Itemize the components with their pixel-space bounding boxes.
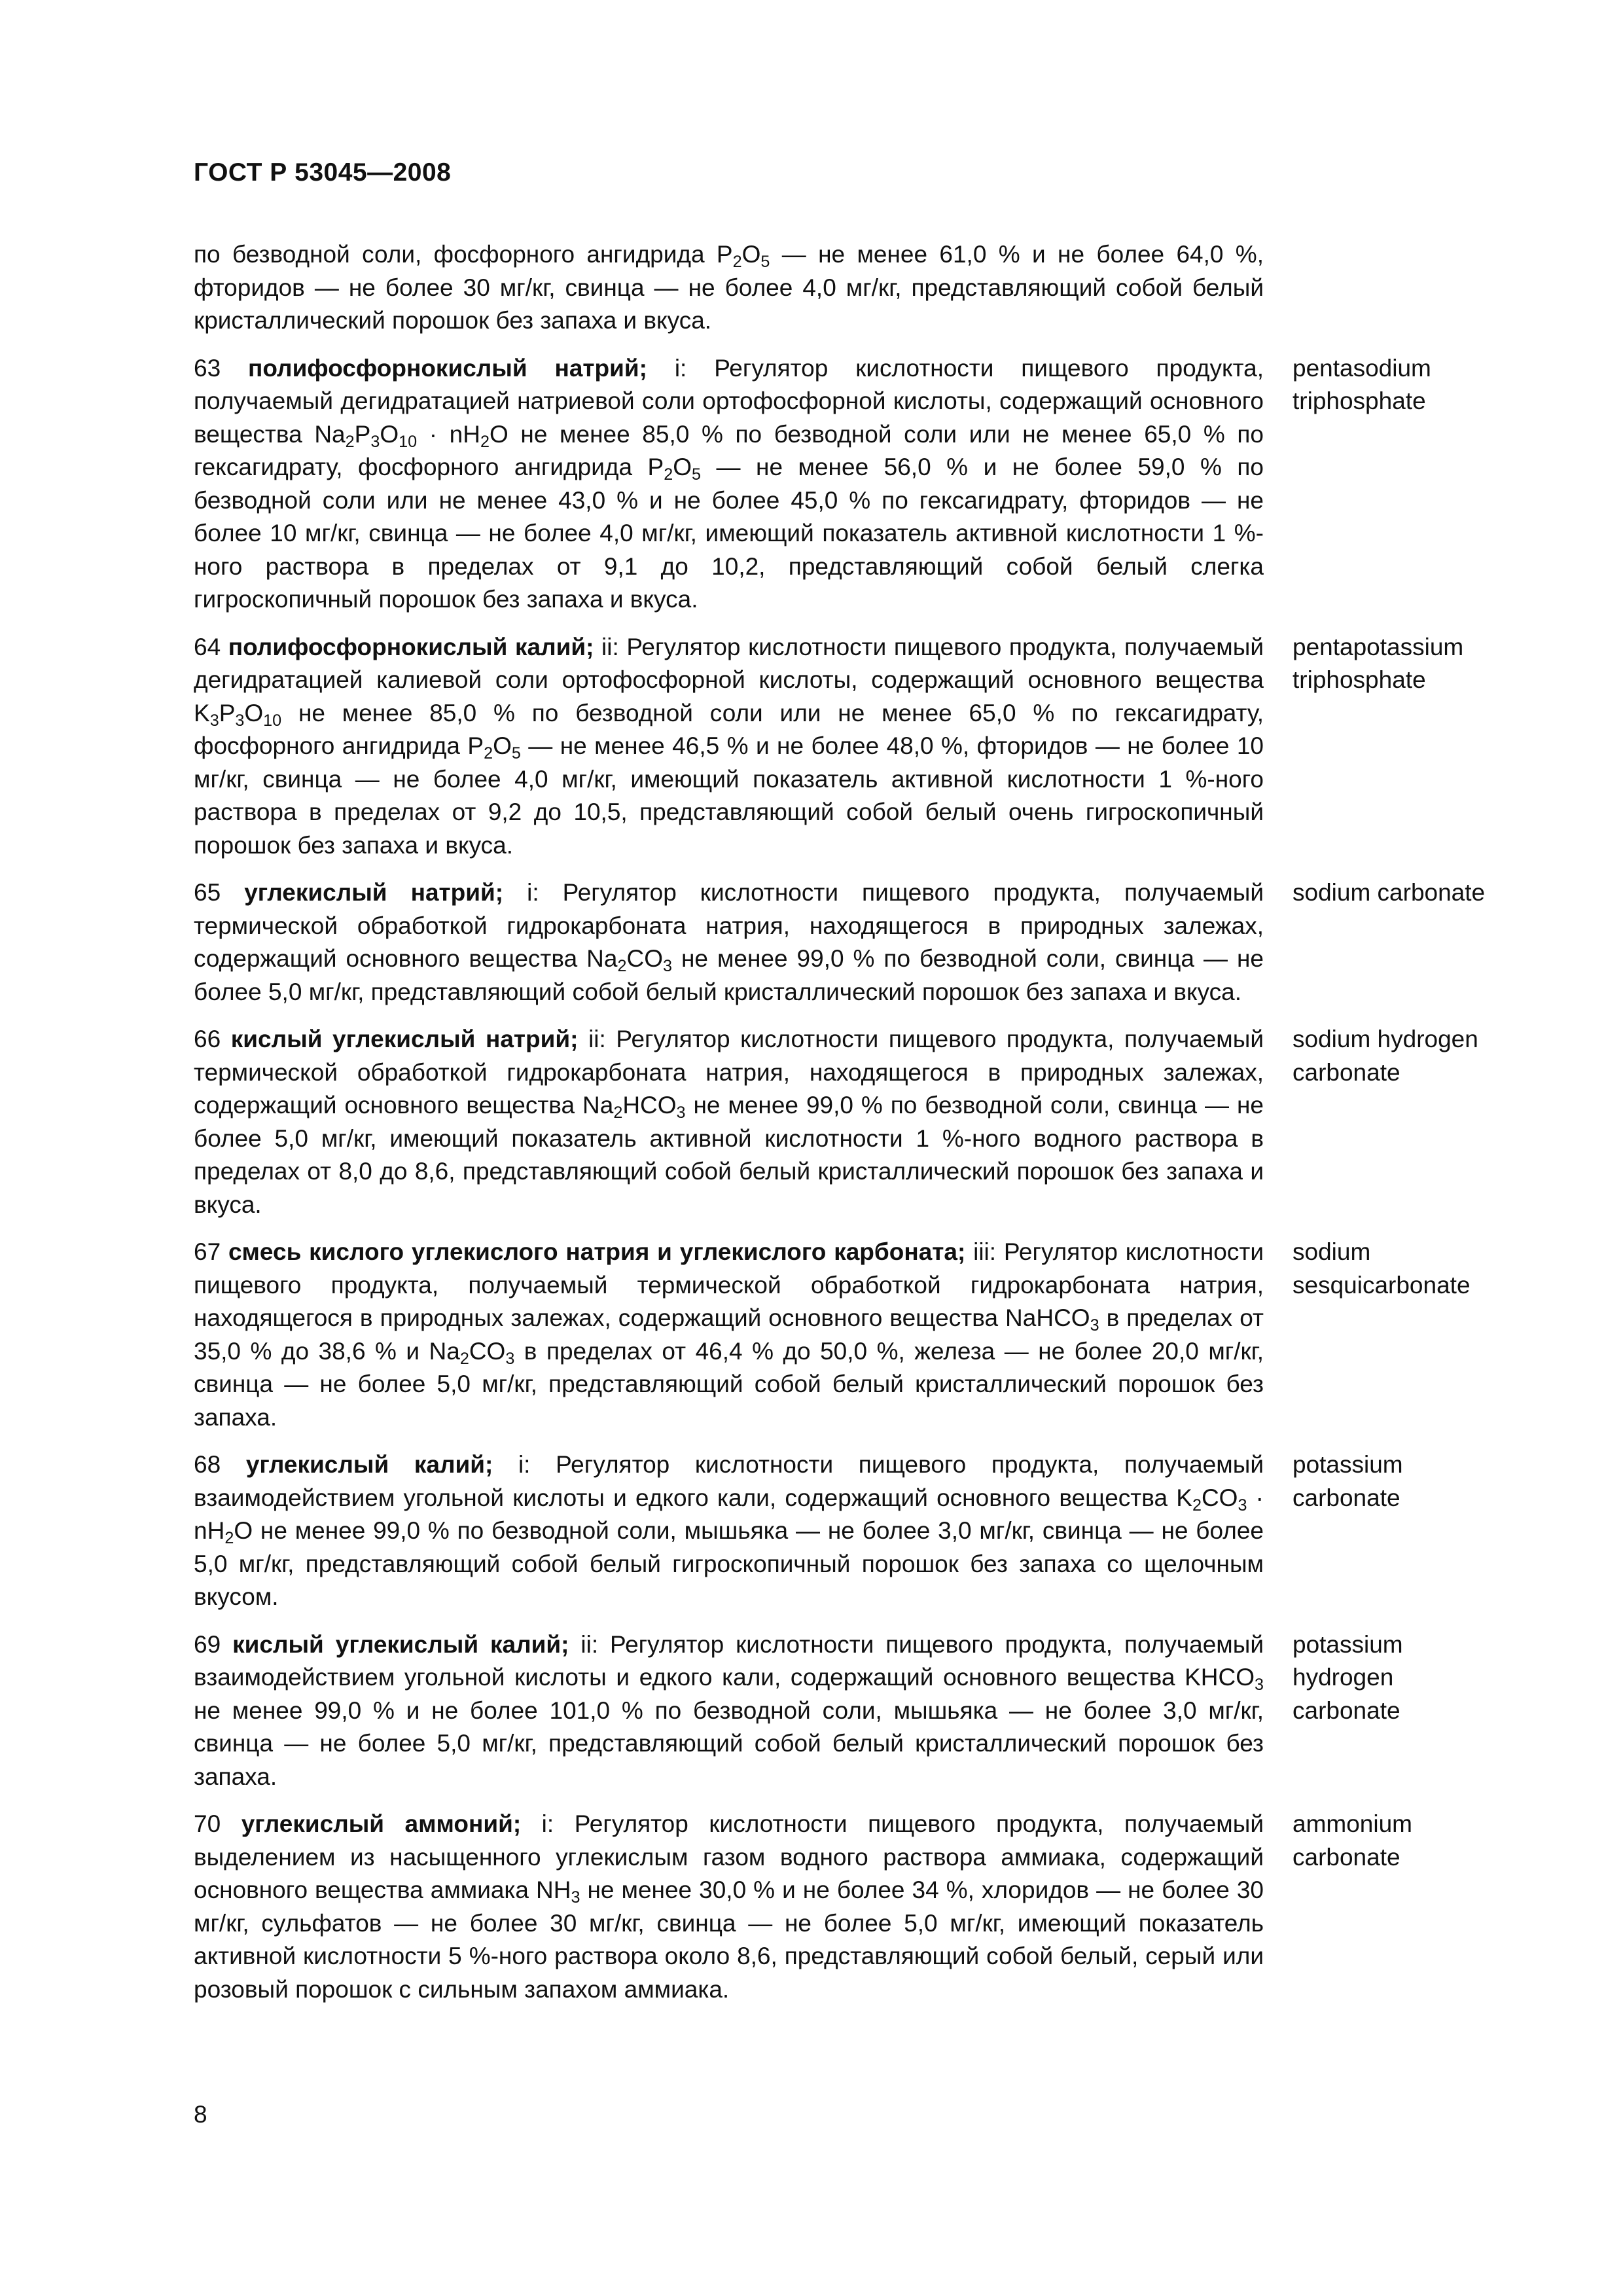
entry-term-ru: углекислый аммоний; <box>241 1810 522 1837</box>
entry-term-en-line: carbonate <box>1293 1696 1400 1724</box>
entry-number: 67 <box>194 1238 221 1265</box>
entry-term-en-line: ammonium <box>1293 1810 1412 1837</box>
entry-number: 69 <box>194 1630 221 1658</box>
entry-text: i: Регулятор кислотности пищевого продукта, получаемый термической обработкой гидрокарбоната натрия, находящегося в природных залежах, содержащий основного вещества $Na_2CO_3$ не менее 99,0 % по безводной соли, свинца — не более 5,0 мг/кг, представляющий собой белый кристаллический порошок без запаха и вкуса. <box>194 879 1264 1005</box>
entry-number: 70 <box>194 1810 221 1837</box>
entry-term-ru: кислый углекислый натрий; <box>230 1026 579 1052</box>
entry-term-en-line: hydrogen <box>1293 1664 1394 1691</box>
entry-definition <box>194 1023 1264 1221</box>
entry-number: 65 <box>194 879 221 906</box>
entry-term-en-line: potassium <box>1293 1630 1403 1658</box>
entry-number: 66 <box>194 1026 221 1052</box>
entry-item <box>194 876 1529 1009</box>
entries-list <box>194 352 1529 2007</box>
entry-definition <box>194 1236 1264 1434</box>
entry-text: i: Регулятор кислотности пищевого продукта, получаемый выделением из насыщенного углекислым газом водного раствора аммиака, содержащий основного вещества аммиака $NH_3$ не менее 30,0 % и не более 34 %, хлоридов — не более 30 мг/кг, сульфатов — не более 30 мг/кг, свинца — не более 5,0 мг/кг, имеющий показатель активной кислотности 5 %-ного раствора около 8,6, представляющий собой белый, серый или розовый порошок с сильным запахом аммиака. <box>194 1810 1264 2003</box>
entry-text: i: Регулятор кислотности пищевого продукта, получаемый взаимодействием угольной кислоты и едкого кали, содержащий основного вещества $K_2CO_3 \cdot nH_2O$ не менее 99,0 % по безводной соли, мышьяка — не более 3,0 мг/кг, свинца — не более 5,0 мг/кг, представляющий собой белый гигроскопичный порошок без запаха со щелочным вкусом. <box>194 1451 1264 1610</box>
entry-term-en-line: carbonate <box>1293 1843 1400 1871</box>
entry-term-en <box>1293 1236 1528 1434</box>
entry-term-en <box>1293 1628 1528 1794</box>
entry-term-en-line: pentapotassium <box>1293 633 1464 660</box>
entry-definition <box>194 631 1264 863</box>
entry-term-en-line: carbonate <box>1293 1058 1400 1086</box>
entry-term-en <box>1293 352 1528 617</box>
document-body <box>194 238 1529 2020</box>
entry-definition <box>194 876 1264 1009</box>
entry-item <box>194 352 1529 617</box>
entry-term-en-line: triphosphate <box>1293 666 1426 693</box>
entry-term-ru: кислый углекислый калий; <box>232 1630 569 1658</box>
entry-term-en-line: sodium hydrogen <box>1293 1026 1478 1052</box>
entry-item <box>194 1448 1529 1614</box>
entry-item <box>194 631 1529 863</box>
entry-term-ru: углекислый натрий; <box>244 879 504 906</box>
entry-text: i: Регулятор кислотности пищевого продукта, получаемый дегидратацией натриевой соли ортофосфорной кислоты, содержащий основного вещества $Na_2P_3O_{10} \cdot nH_2O$ не менее 85,0 % по безводной соли или не менее 65,0 % по гексагидрату, фосфорного ангидрида $P_2O_5$ — не менее 56,0 % и не более 59,0 % по безводной соли или не менее 43,0 % и не более 45,0 % по гексагидрату, фторидов — не более 10 мг/кг, свинца — не более 4,0 мг/кг, имеющий показатель активной кислотности 1 %-ного раствора в пределах от 9,1 до 10,2, представляющий собой белый слегка гигроскопичный порошок без запаха и вкуса. <box>194 354 1264 613</box>
entry-item <box>194 1023 1529 1221</box>
entry-definition <box>194 1448 1264 1614</box>
entry-term-ru: полифосфорнокислый калий; <box>228 633 594 660</box>
entry-item <box>194 1808 1529 2006</box>
entry-term-ru: смесь кислого углекислого натрия и углекислого карбоната; <box>228 1238 966 1265</box>
page-number: 8 <box>194 2101 207 2128</box>
entry-text: iii: Регулятор кислотности пищевого продукта, получаемый термической обработкой гидрокарбоната натрия, находящегося в природных залежах, содержащий основного вещества NaHCO$_3$ в пределах от 35,0 % до 38,6 % и $Na_2CO_3$ в пределах от 46,4 % до 50,0 %, железа — не более 20,0 мг/кг, свинца — не более 5,0 мг/кг, представляющий собой белый кристаллический порошок без запаха. <box>194 1238 1264 1431</box>
entry-number: 64 <box>194 633 221 660</box>
entry-item <box>194 1236 1529 1434</box>
entry-definition <box>194 352 1264 617</box>
entry-term-en <box>1293 1448 1528 1614</box>
entry-text: ii: Регулятор кислотности пищевого продукта, получаемый термической обработкой гидрокарбоната натрия, находящегося в природных залежах, содержащий основного вещества $Na_2HCO_3$ не менее 99,0 % по безводной соли, свинца — не более 5,0 мг/кг, имеющий показатель активной кислотности 1 %-ного водного раствора в пределах от 8,0 до 8,6, представляющий собой белый кристаллический порошок без запаха и вкуса. <box>194 1026 1264 1218</box>
entry-term-en-line: pentasodium <box>1293 354 1431 382</box>
entry-term-en <box>1293 631 1528 863</box>
entry-term-en-line: triphosphate <box>1293 387 1426 414</box>
entry-term-en-line: potassium <box>1293 1451 1403 1478</box>
entry-number: 63 <box>194 354 221 382</box>
entry-number: 68 <box>194 1451 221 1478</box>
entry-text: ii: Регулятор кислотности пищевого продукта, получаемый взаимодействием угольной кислоты и едкого кали, содержащий основного вещества $KHCO_3$ не менее 99,0 % и не более 101,0 % по безводной соли, мышьяка — не более 3,0 мг/кг, свинца — не более 5,0 мг/кг, представляющий собой белый кристаллический порошок без запаха. <box>194 1630 1264 1790</box>
entry-term-en-line: sesquicarbonate <box>1293 1271 1471 1299</box>
entry-text: ii: Регулятор кислотности пищевого продукта, получаемый дегидратацией калиевой соли ортофосфорной кислоты, содержащий основного вещества $K_3P_3O_{10}$ не менее 85,0 % по безводной соли или не менее 65,0 % по гексагидрату, фосфорного ангидрида $P_2O_5$ — не менее 46,5 % и не более 48,0 %, фторидов — не более 10 мг/кг, свинца — не более 4,0 мг/кг, имеющий показатель активной кислотности 1 %-ного раствора в пределах от 9,2 до 10,5, представляющий собой белый очень гигроскопичный порошок без запаха и вкуса. <box>194 633 1264 859</box>
entry-term-en <box>1293 1023 1528 1221</box>
entry-term-en-line: carbonate <box>1293 1484 1400 1511</box>
intro-paragraph: по безводной соли, фосфорного ангидрида $P_2O_5$ — не менее 61,0 % и не более 64,0 %, фторидов — не более 30 мг/кг, свинца — не более 4,0 мг/кг, представляющий собой белый кристаллический порошок без запаха и вкуса. <box>194 241 1264 334</box>
entry-term-en <box>1293 876 1528 1009</box>
entry-definition <box>194 1628 1264 1794</box>
entry-item <box>194 1628 1529 1794</box>
entry-term-ru: полифосфорнокислый натрий; <box>248 354 647 382</box>
entry-term-en-line: sodium <box>1293 1238 1371 1265</box>
entry-definition <box>194 1808 1264 2006</box>
document-header: ГОСТ Р 53045—2008 <box>194 158 452 187</box>
entry-term-en <box>1293 1808 1528 2006</box>
entry-term-en-line: sodium carbonate <box>1293 879 1486 906</box>
entry-term-ru: углекислый калий; <box>245 1451 493 1478</box>
